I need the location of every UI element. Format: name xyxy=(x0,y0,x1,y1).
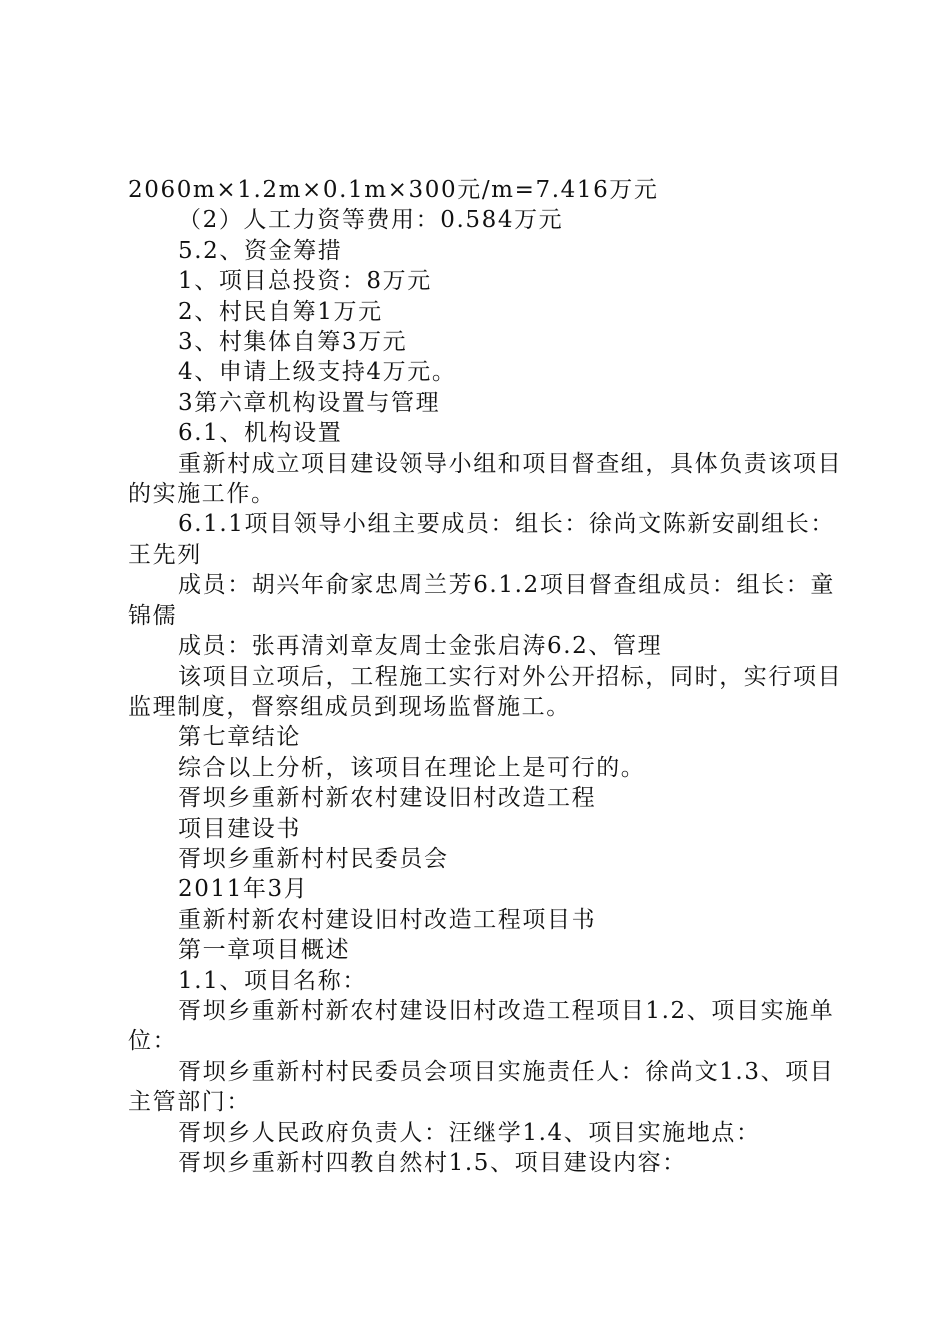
paragraph-line: 综合以上分析，该项目在理论上是可行的。 xyxy=(178,754,646,781)
paragraph: 成员：张再清刘章友周士金张启涛6.2、管理 xyxy=(178,633,663,660)
paragraph: 成员：胡兴年俞家忠周兰芳6.1.2项目督查组成员：组长：童锦儒 xyxy=(128,572,835,629)
paragraph-line: 4、申请上级支持4万元。 xyxy=(178,359,457,386)
paragraph: 胥坝乡重新村村民委员会项目实施责任人：徐尚文1.3、项目主管部门： xyxy=(128,1058,835,1116)
title-line: 重新村新农村建设旧村改造工程项目书 xyxy=(178,906,597,933)
paragraph: 该项目立项后，工程施工实行对外公开招标，同时，实行项目监理制度，督察组成员到现场监督施工。 xyxy=(128,663,843,720)
section-heading: 1.1、项目名称： xyxy=(178,967,367,994)
date-line: 2011年3月 xyxy=(178,876,309,903)
paragraph: 胥坝乡重新村新农村建设旧村改造工程项目1.2、项目实施单位： xyxy=(128,997,835,1055)
paragraph-line: 2060m×1.2m×0.1m×300元/m=7.416万元 xyxy=(128,177,659,203)
title-line: 项目建设书 xyxy=(178,815,301,842)
paragraph-line: 2、村民自筹1万元 xyxy=(178,298,383,325)
section-heading: 6.1、机构设置 xyxy=(178,420,343,447)
chapter-heading: 第一章项目概述 xyxy=(178,937,351,964)
document-body xyxy=(128,175,848,1178)
paragraph: 重新村成立项目建设领导小组和项目督查组，具体负责该项目的实施工作。 xyxy=(128,450,843,508)
paragraph-line: 1、项目总投资：8万元 xyxy=(178,268,432,295)
chapter-heading: 3第六章机构设置与管理 xyxy=(178,389,441,416)
paragraph-line: （2）人工力资等费用：0.584万元 xyxy=(178,207,564,234)
section-heading: 5.2、资金筹措 xyxy=(178,237,343,264)
paragraph: 6.1.1项目领导小组主要成员：组长：徐尚文陈新安副组长：王先列 xyxy=(128,511,835,568)
paragraph-line: 胥坝乡人民政府负责人：汪继学1.4、项目实施地点： xyxy=(178,1119,761,1146)
organization-line: 胥坝乡重新村村民委员会 xyxy=(178,845,449,872)
chapter-heading: 第七章结论 xyxy=(178,724,301,751)
paragraph-line: 3、村集体自筹3万元 xyxy=(178,329,408,356)
title-line: 胥坝乡重新村新农村建设旧村改造工程 xyxy=(178,785,597,812)
paragraph-line: 胥坝乡重新村四教自然村1.5、项目建设内容： xyxy=(178,1150,687,1176)
